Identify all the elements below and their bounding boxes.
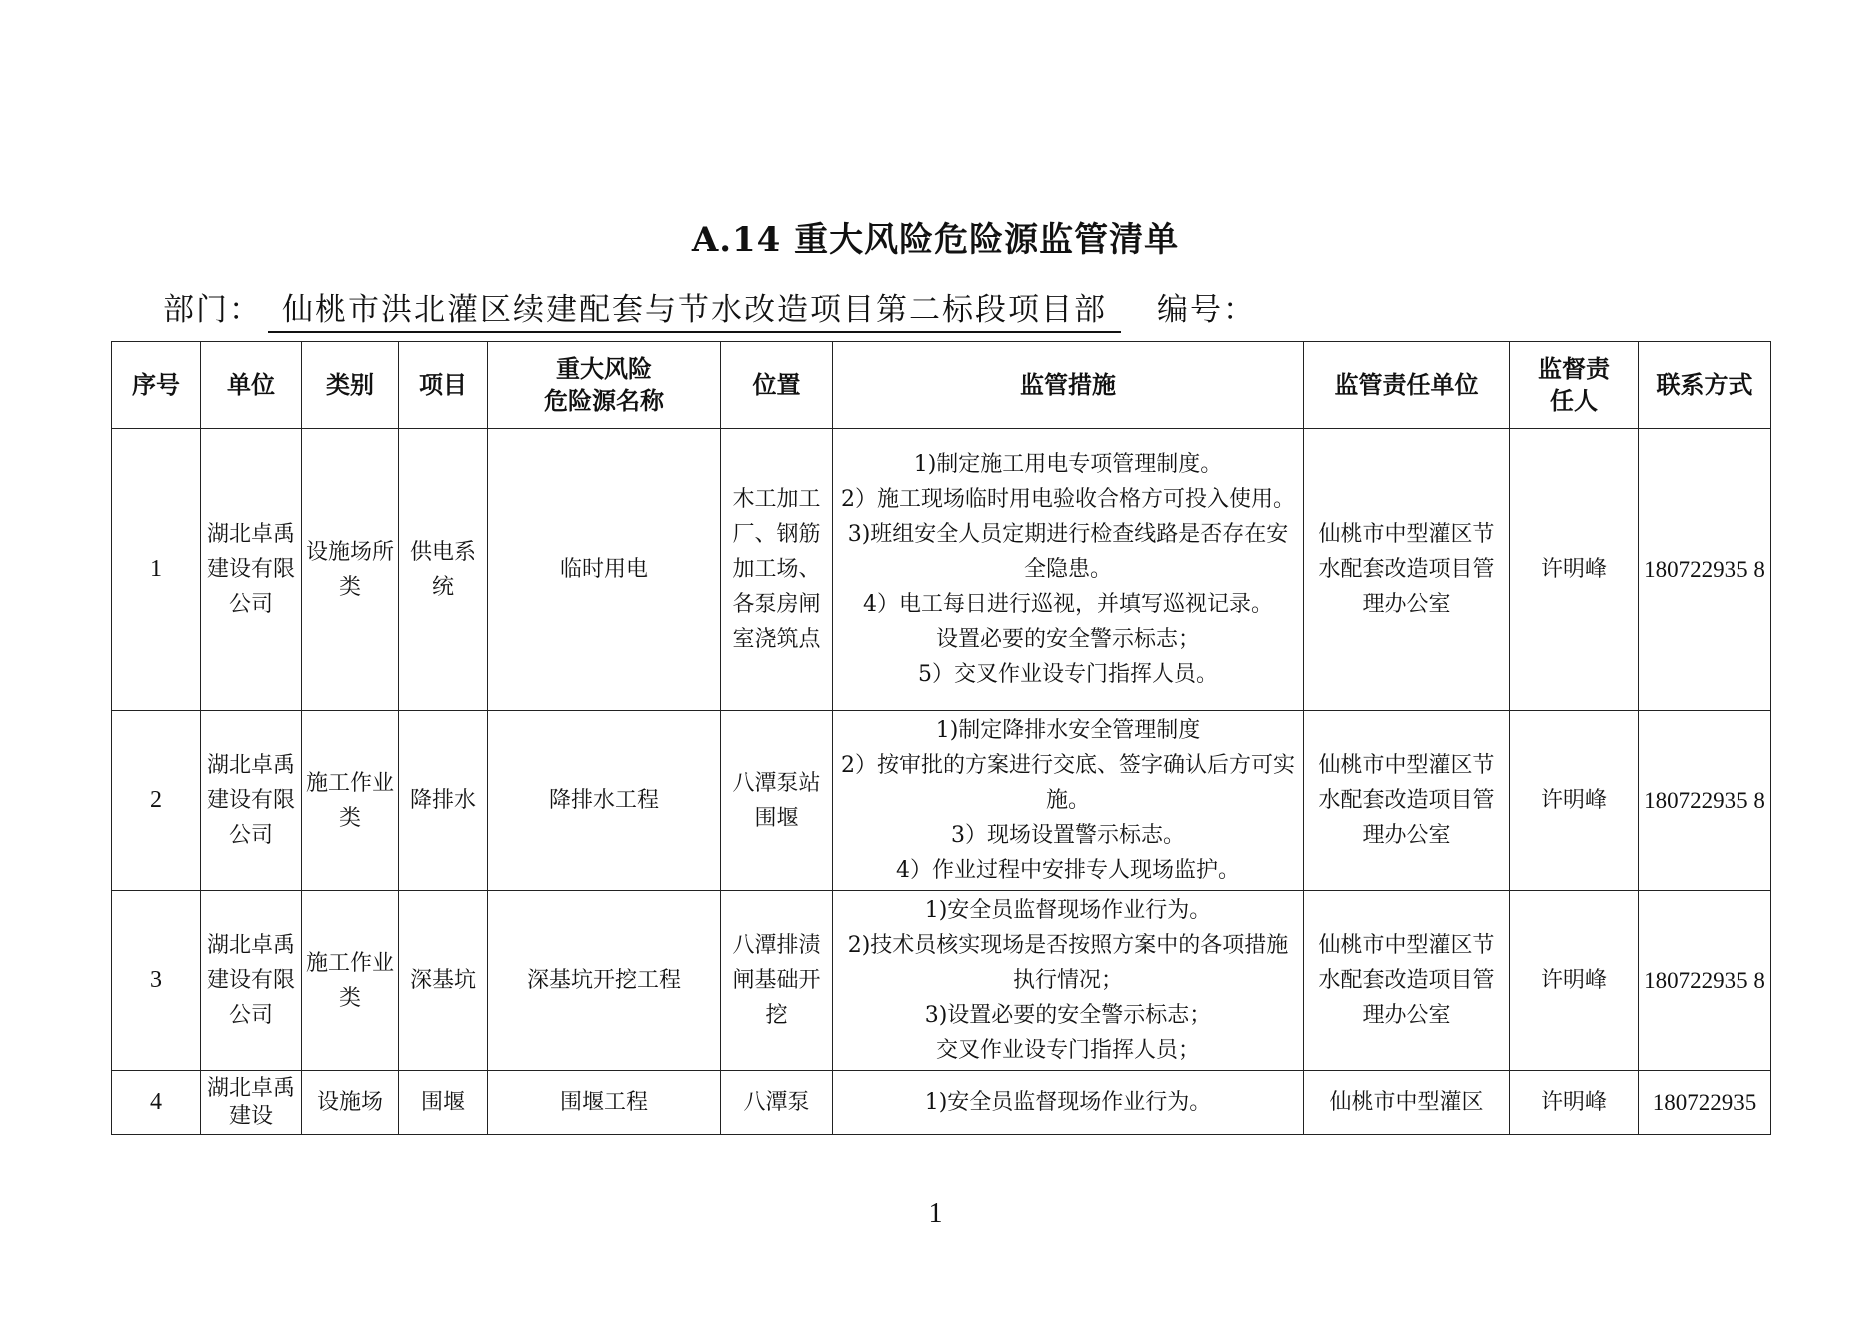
cell-unit: 湖北卓禹建设有限公司 bbox=[201, 891, 302, 1071]
cell-responsible-unit: 仙桃市中型灌区节水配套改造项目管理办公室 bbox=[1304, 429, 1510, 711]
table-row bbox=[112, 891, 1771, 1071]
header-measures: 监管措施 bbox=[833, 342, 1304, 429]
cell-item: 降排水 bbox=[399, 711, 488, 891]
cell-contact: 180722935 bbox=[1639, 1071, 1771, 1135]
header-location: 位置 bbox=[721, 342, 833, 429]
measure-line: 4）电工每日进行巡视，并填写巡视记录。 bbox=[863, 592, 1273, 617]
table-row bbox=[112, 711, 1771, 891]
cell-seq: 2 bbox=[112, 711, 201, 891]
cell-hazard: 深基坑开挖工程 bbox=[488, 891, 721, 1071]
header-unit: 单位 bbox=[201, 342, 302, 429]
measure-line: 1)安全员监督现场作业行为。 bbox=[924, 898, 1212, 923]
department-value: 仙桃市洪北灌区续建配套与节水改造项目第二标段项目部 bbox=[268, 291, 1121, 333]
cell-category: 设施场所类 bbox=[302, 429, 399, 711]
cell-contact: 180722935 8 bbox=[1639, 429, 1771, 711]
cell-seq: 1 bbox=[112, 429, 201, 711]
cell-responsible-unit: 仙桃市中型灌区节水配套改造项目管理办公室 bbox=[1304, 711, 1510, 891]
measure-line: 5）交叉作业设专门指挥人员。 bbox=[918, 662, 1218, 687]
cell-contact: 180722935 8 bbox=[1639, 711, 1771, 891]
cell-unit: 湖北卓禹建设有限公司 bbox=[201, 429, 302, 711]
measure-line: 1)制定降排水安全管理制度 bbox=[935, 718, 1201, 743]
measure-line: 3)设置必要的安全警示标志； bbox=[924, 1003, 1212, 1028]
table-row bbox=[112, 1071, 1771, 1135]
table-header-row bbox=[112, 342, 1771, 429]
cell-location: 木工加工厂、钢筋加工场、各泵房闸室浇筑点 bbox=[721, 429, 833, 711]
department-line bbox=[163, 284, 1256, 333]
header-supervisor: 监督责 任人 bbox=[1510, 342, 1639, 429]
cell-measures bbox=[833, 429, 1304, 711]
cell-measures bbox=[833, 1071, 1304, 1135]
measure-line: 交叉作业设专门指挥人员； bbox=[935, 1038, 1200, 1063]
measure-line: 2）按审批的方案进行交底、签字确认后方可实施。 bbox=[841, 753, 1295, 813]
header-item: 项目 bbox=[399, 342, 488, 429]
measure-line: 3）现场设置警示标志。 bbox=[951, 823, 1185, 848]
hazard-register-table bbox=[111, 341, 1771, 1135]
cell-supervisor: 许明峰 bbox=[1510, 891, 1639, 1071]
measure-line: 2)技术员核实现场是否按照方案中的各项措施执行情况； bbox=[847, 933, 1289, 993]
table-row bbox=[112, 429, 1771, 711]
cell-item: 围堰 bbox=[399, 1071, 488, 1135]
cell-location: 八潭泵 bbox=[721, 1071, 833, 1135]
measure-line: 4）作业过程中安排专人现场监护。 bbox=[896, 858, 1240, 883]
cell-contact: 180722935 8 bbox=[1639, 891, 1771, 1071]
cell-responsible-unit: 仙桃市中型灌区 bbox=[1304, 1071, 1510, 1135]
cell-measures bbox=[833, 711, 1304, 891]
cell-category: 设施场 bbox=[302, 1071, 399, 1135]
cell-seq: 4 bbox=[112, 1071, 201, 1135]
cell-responsible-unit: 仙桃市中型灌区节水配套改造项目管理办公室 bbox=[1304, 891, 1510, 1071]
cell-category: 施工作业类 bbox=[302, 711, 399, 891]
header-hazard: 重大风险 危险源名称 bbox=[488, 342, 721, 429]
page-number: 1 bbox=[928, 1198, 943, 1229]
cell-supervisor: 许明峰 bbox=[1510, 429, 1639, 711]
cell-unit: 湖北卓禹建设 bbox=[201, 1071, 302, 1135]
header-contact: 联系方式 bbox=[1639, 342, 1771, 429]
measure-line: 3)班组安全人员定期进行检查线路是否存在安全隐患。 bbox=[847, 522, 1289, 582]
cell-measures bbox=[833, 891, 1304, 1071]
header-category: 类别 bbox=[302, 342, 399, 429]
cell-hazard: 围堰工程 bbox=[488, 1071, 721, 1135]
measure-line: 2）施工现场临时用电验收合格方可投入使用。 bbox=[841, 487, 1295, 512]
code-label: 编号： bbox=[1157, 292, 1256, 328]
measure-line: 1)制定施工用电专项管理制度。 bbox=[913, 452, 1223, 477]
header-seq: 序号 bbox=[112, 342, 201, 429]
cell-category: 施工作业类 bbox=[302, 891, 399, 1071]
measure-line: 1)安全员监督现场作业行为。 bbox=[924, 1090, 1212, 1115]
cell-supervisor: 许明峰 bbox=[1510, 1071, 1639, 1135]
header-responsible-unit: 监管责任单位 bbox=[1304, 342, 1510, 429]
measure-line: 设置必要的安全警示标志； bbox=[935, 627, 1200, 652]
cell-location: 八潭排渍闸基础开挖 bbox=[721, 891, 833, 1071]
cell-unit: 湖北卓禹建设有限公司 bbox=[201, 711, 302, 891]
cell-seq: 3 bbox=[112, 891, 201, 1071]
cell-supervisor: 许明峰 bbox=[1510, 711, 1639, 891]
cell-hazard: 降排水工程 bbox=[488, 711, 721, 891]
document-title: A.14 重大风险危险源监管清单 bbox=[691, 220, 1180, 260]
cell-hazard: 临时用电 bbox=[488, 429, 721, 711]
cell-location: 八潭泵站围堰 bbox=[721, 711, 833, 891]
department-label: 部门： bbox=[163, 292, 262, 328]
cell-item: 深基坑 bbox=[399, 891, 488, 1071]
cell-item: 供电系统 bbox=[399, 429, 488, 711]
